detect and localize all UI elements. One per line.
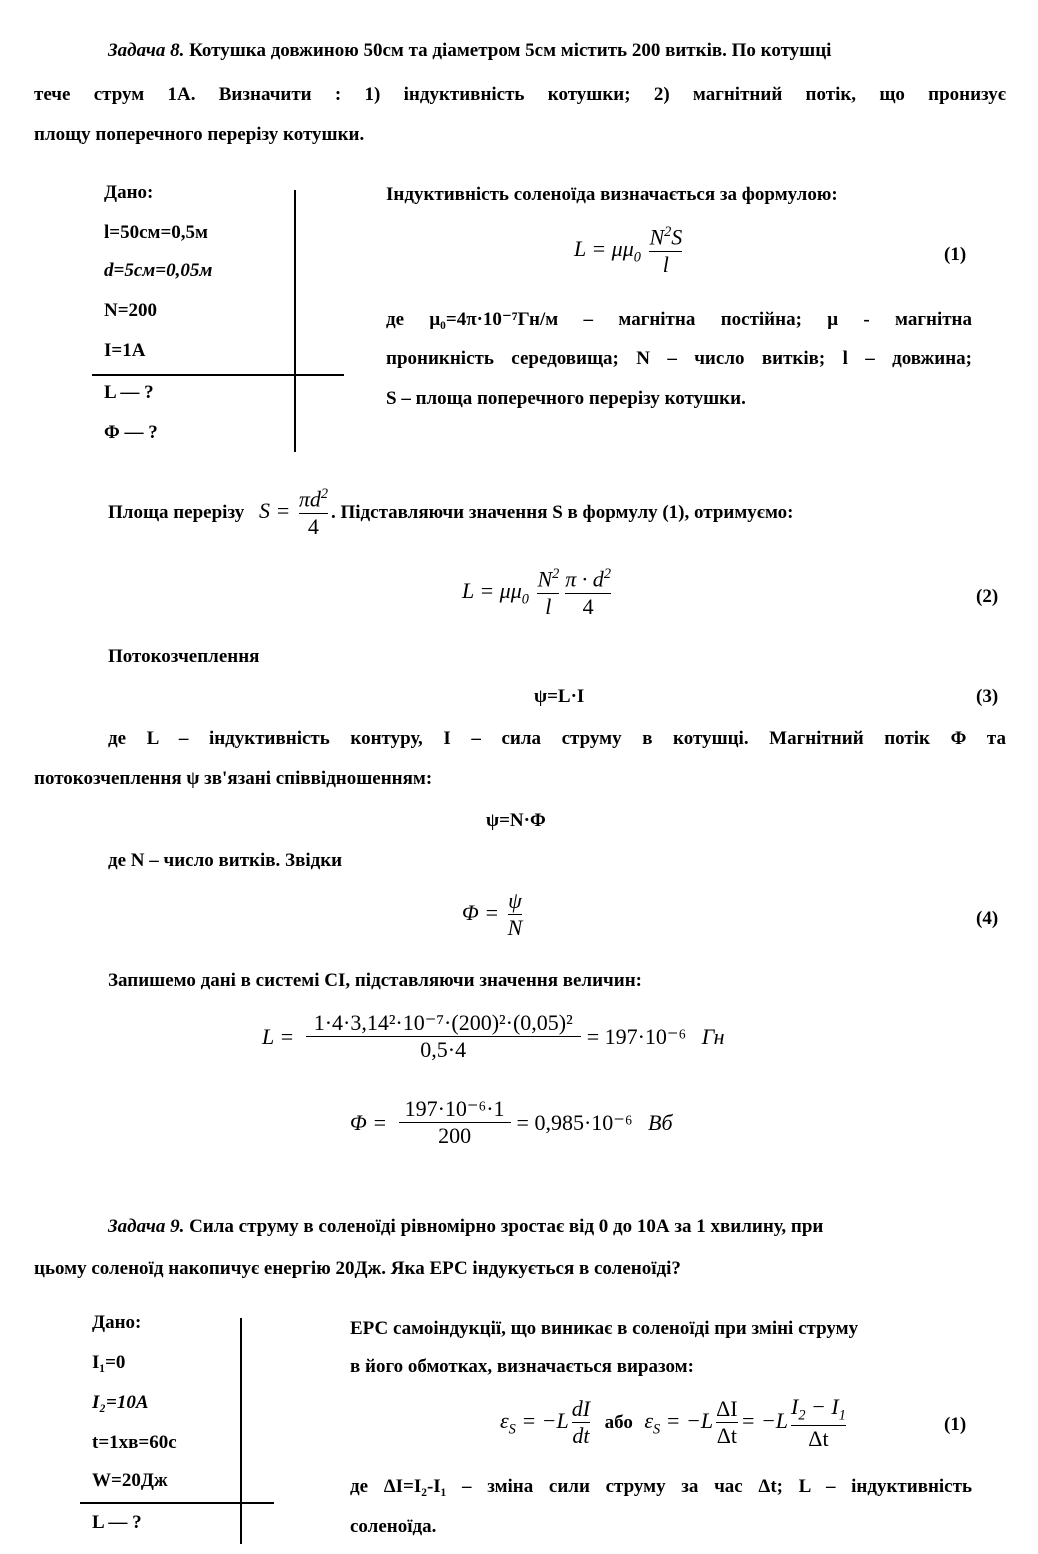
calc-flux: Φ = $\frac{\text{197·10⁻⁶·1}}{200}$ = 0,985·10⁻⁶ Вб — [350, 1096, 673, 1149]
problem8-sol-line1: Індуктивність соленоїда визначається за формулою: — [386, 184, 838, 205]
given-item: N=200 — [104, 300, 158, 321]
equation-2: $L = \mu\mu_0$ $\frac{N^2}{l}$ $\frac{\pi \cdot d^2}{4}$ — [462, 566, 611, 619]
problem9-line1: Задача 9. Сила струму в соленоїді рівномірно зростає від 0 до 10А за 1 хвилину, при — [108, 1216, 824, 1237]
given-divider-horizontal — [92, 374, 344, 376]
equation-emf: $\varepsilon_S = -L$ $\frac{dI}{dt}$ або $\varepsilon_S = -L$ $\frac{\Delta I}{\Delta t}$ = −L $\frac{I_2 - I_1}{\Delta t}$ — [500, 1394, 846, 1451]
unknown-item: Φ — ? — [104, 422, 158, 443]
problem8-sol-line4: S – площа поперечного перерізу котушки. — [386, 388, 746, 409]
equation-number: (1) — [944, 244, 967, 265]
para1-line2: потокозчеплення ψ зв'язані співвідношенням: — [34, 768, 433, 789]
given-item: I=1A — [104, 340, 146, 361]
area-formula: S = $\frac{\pi d^2}{4}$ — [258, 486, 328, 539]
problem9-sol-line3: де ΔI=I₂-I₁ – зміна сили струму за час Δt; L – індуктивність — [350, 1476, 972, 1497]
problem8-title: Задача 8. — [108, 40, 185, 61]
problem8-line3: площу поперечного перерізу котушки. — [34, 124, 365, 145]
problem9-sol-line4: соленоїда. — [350, 1516, 437, 1537]
unknown-item: L — ? — [92, 1512, 142, 1533]
given-title: Дано: — [104, 182, 154, 203]
equation-number: (1) — [944, 1414, 967, 1435]
given-item: W=20Дж — [92, 1470, 168, 1491]
equation-1: $L = \mu\mu_0$ $\frac{N^2S}{l}$ — [574, 224, 683, 277]
equation-number: (3) — [976, 686, 999, 707]
given-divider-vertical — [240, 1318, 242, 1544]
problem9-sol-line1: ЕРС самоіндукції, що виникає в соленоїді при зміні струму — [350, 1318, 859, 1339]
equation-number: (4) — [976, 908, 999, 929]
problem9-line2: цьому соленоїд накопичує енергію 20Дж. Яка ЕРС індукується в соленоїді? — [34, 1258, 681, 1279]
unknown-item: L — ? — [104, 382, 154, 403]
para1-line1: де L – індуктивність контуру, I – сила струму в котушці. Магнітний потік Φ та — [108, 728, 1006, 749]
given-divider-vertical — [294, 190, 296, 452]
problem8-sol-line2: де μ₀=4π·10⁻⁷Гн/м – магнітна постійна; μ - магнітна — [386, 309, 972, 330]
flux-linkage-heading: Потокозчеплення — [108, 646, 260, 667]
equation-psi: ψ=N·Φ — [486, 810, 546, 831]
given-item: t=1хв=60с — [92, 1432, 177, 1453]
si-line: Запишемо дані в системі СІ, підставляючи значення величин: — [108, 970, 642, 991]
problem8-line2: тече струм 1А. Визначити : 1) індуктивність котушки; 2) магнітний потік, що пронизує — [34, 84, 1006, 105]
given-item: l=50см=0,5м — [104, 222, 208, 243]
problem8-line1: Задача 8. Котушка довжиною 50см та діаметром 5см містить 200 витків. По котушці — [108, 40, 832, 61]
given-item: I₂=10A — [92, 1392, 149, 1413]
problem9-title: Задача 9. — [108, 1216, 185, 1237]
problem8-sol-line3: проникність середовища; N – число витків; l – довжина; — [386, 348, 972, 369]
given-divider-horizontal — [80, 1502, 274, 1504]
given-item: I₁=0 — [92, 1352, 126, 1373]
calc-L: L = $\frac{\text{1·4·3,14²·10⁻⁷·(200)²·(0,05)²}}{0,5\cdot 4}$ = 197·10⁻⁶ Гн — [262, 1010, 725, 1063]
given-title: Дано: — [92, 1312, 142, 1333]
equation-4: Φ = $\frac{\psi}{N}$ — [462, 888, 523, 941]
problem9-sol-line2: в його обмотках, визначається виразом: — [350, 1356, 694, 1377]
equation-number: (2) — [976, 586, 999, 607]
area-line: Площа перерізу S = $\frac{\pi d^2}{4}$ . Підставляючи значення S в формулу (1), отримуємо: — [108, 486, 794, 539]
given-item: d=5см=0,05м — [104, 260, 213, 281]
para2: де N – число витків. Звідки — [108, 850, 343, 871]
equation-3: ψ=L·I — [534, 686, 585, 707]
